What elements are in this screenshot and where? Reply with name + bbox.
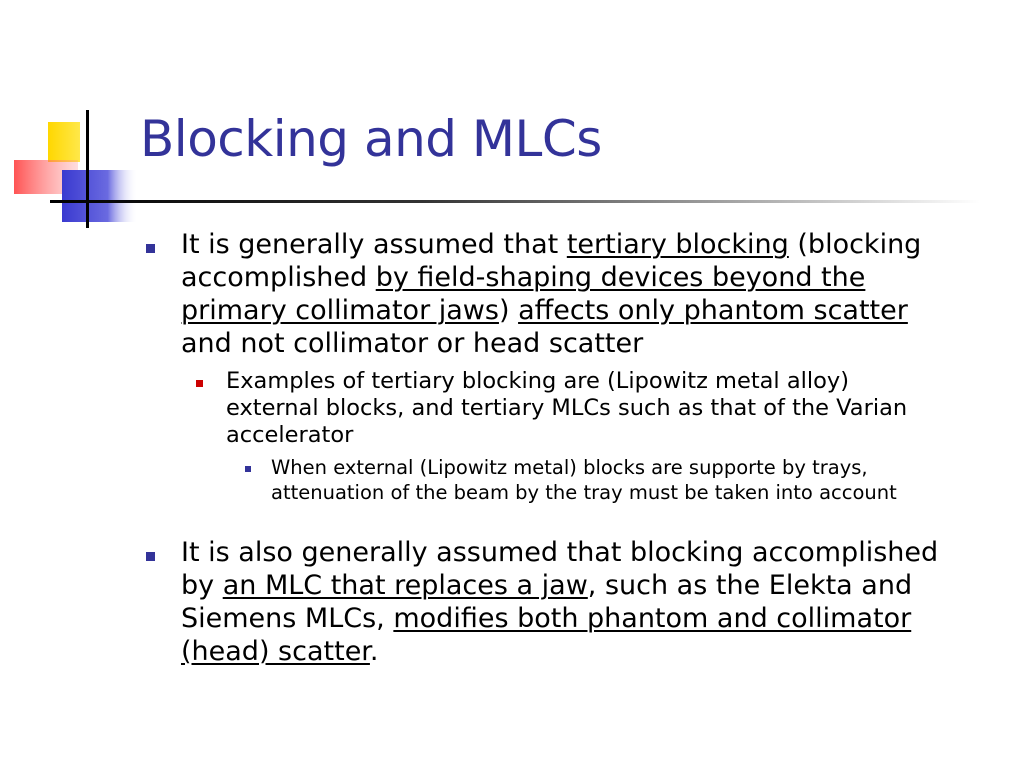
bullet-item (181, 536, 961, 668)
text-segment: . (369, 636, 379, 667)
sub-sub-bullet-item (271, 455, 971, 505)
underlined-text: by field-shaping devices beyond the primary collimator jaws (181, 262, 866, 326)
bullet-marker (146, 244, 155, 253)
text-segment: Examples of tertiary blocking are (Lipowitz metal alloy) external blocks, and tertiary MLCs such as that of the Varian accelerator (226, 368, 908, 448)
bullet-item (181, 228, 961, 360)
underlined-text: tertiary blocking (566, 229, 789, 260)
text-segment: (blocking accomplished (181, 229, 922, 293)
text-segment: and not collimator or head scatter (181, 328, 644, 359)
text-segment: It is generally assumed that (181, 229, 567, 260)
bullet-marker (146, 552, 155, 561)
slide-title: Blocking and MLCs (140, 110, 602, 168)
sub-sub-bullet-marker (245, 466, 251, 472)
text-segment: , such as the Elekta and Siemens MLCs, (181, 570, 913, 634)
underlined-text: affects only phantom scatter (518, 295, 908, 326)
text-segment: It is also generally assumed that blocking accomplished by (181, 537, 939, 601)
text-segment: When external (Lipowitz metal) blocks are supporte by trays, attenuation of the beam by the tray must be taken into account (271, 456, 897, 504)
underlined-text: modifies both phantom and collimator (head) scatter (181, 603, 912, 667)
sub-bullet-marker (196, 380, 203, 387)
sub-bullet-item (226, 368, 926, 449)
text-segment: ) (498, 295, 519, 326)
underlined-text: an MLC that replaces a jaw (222, 570, 588, 601)
